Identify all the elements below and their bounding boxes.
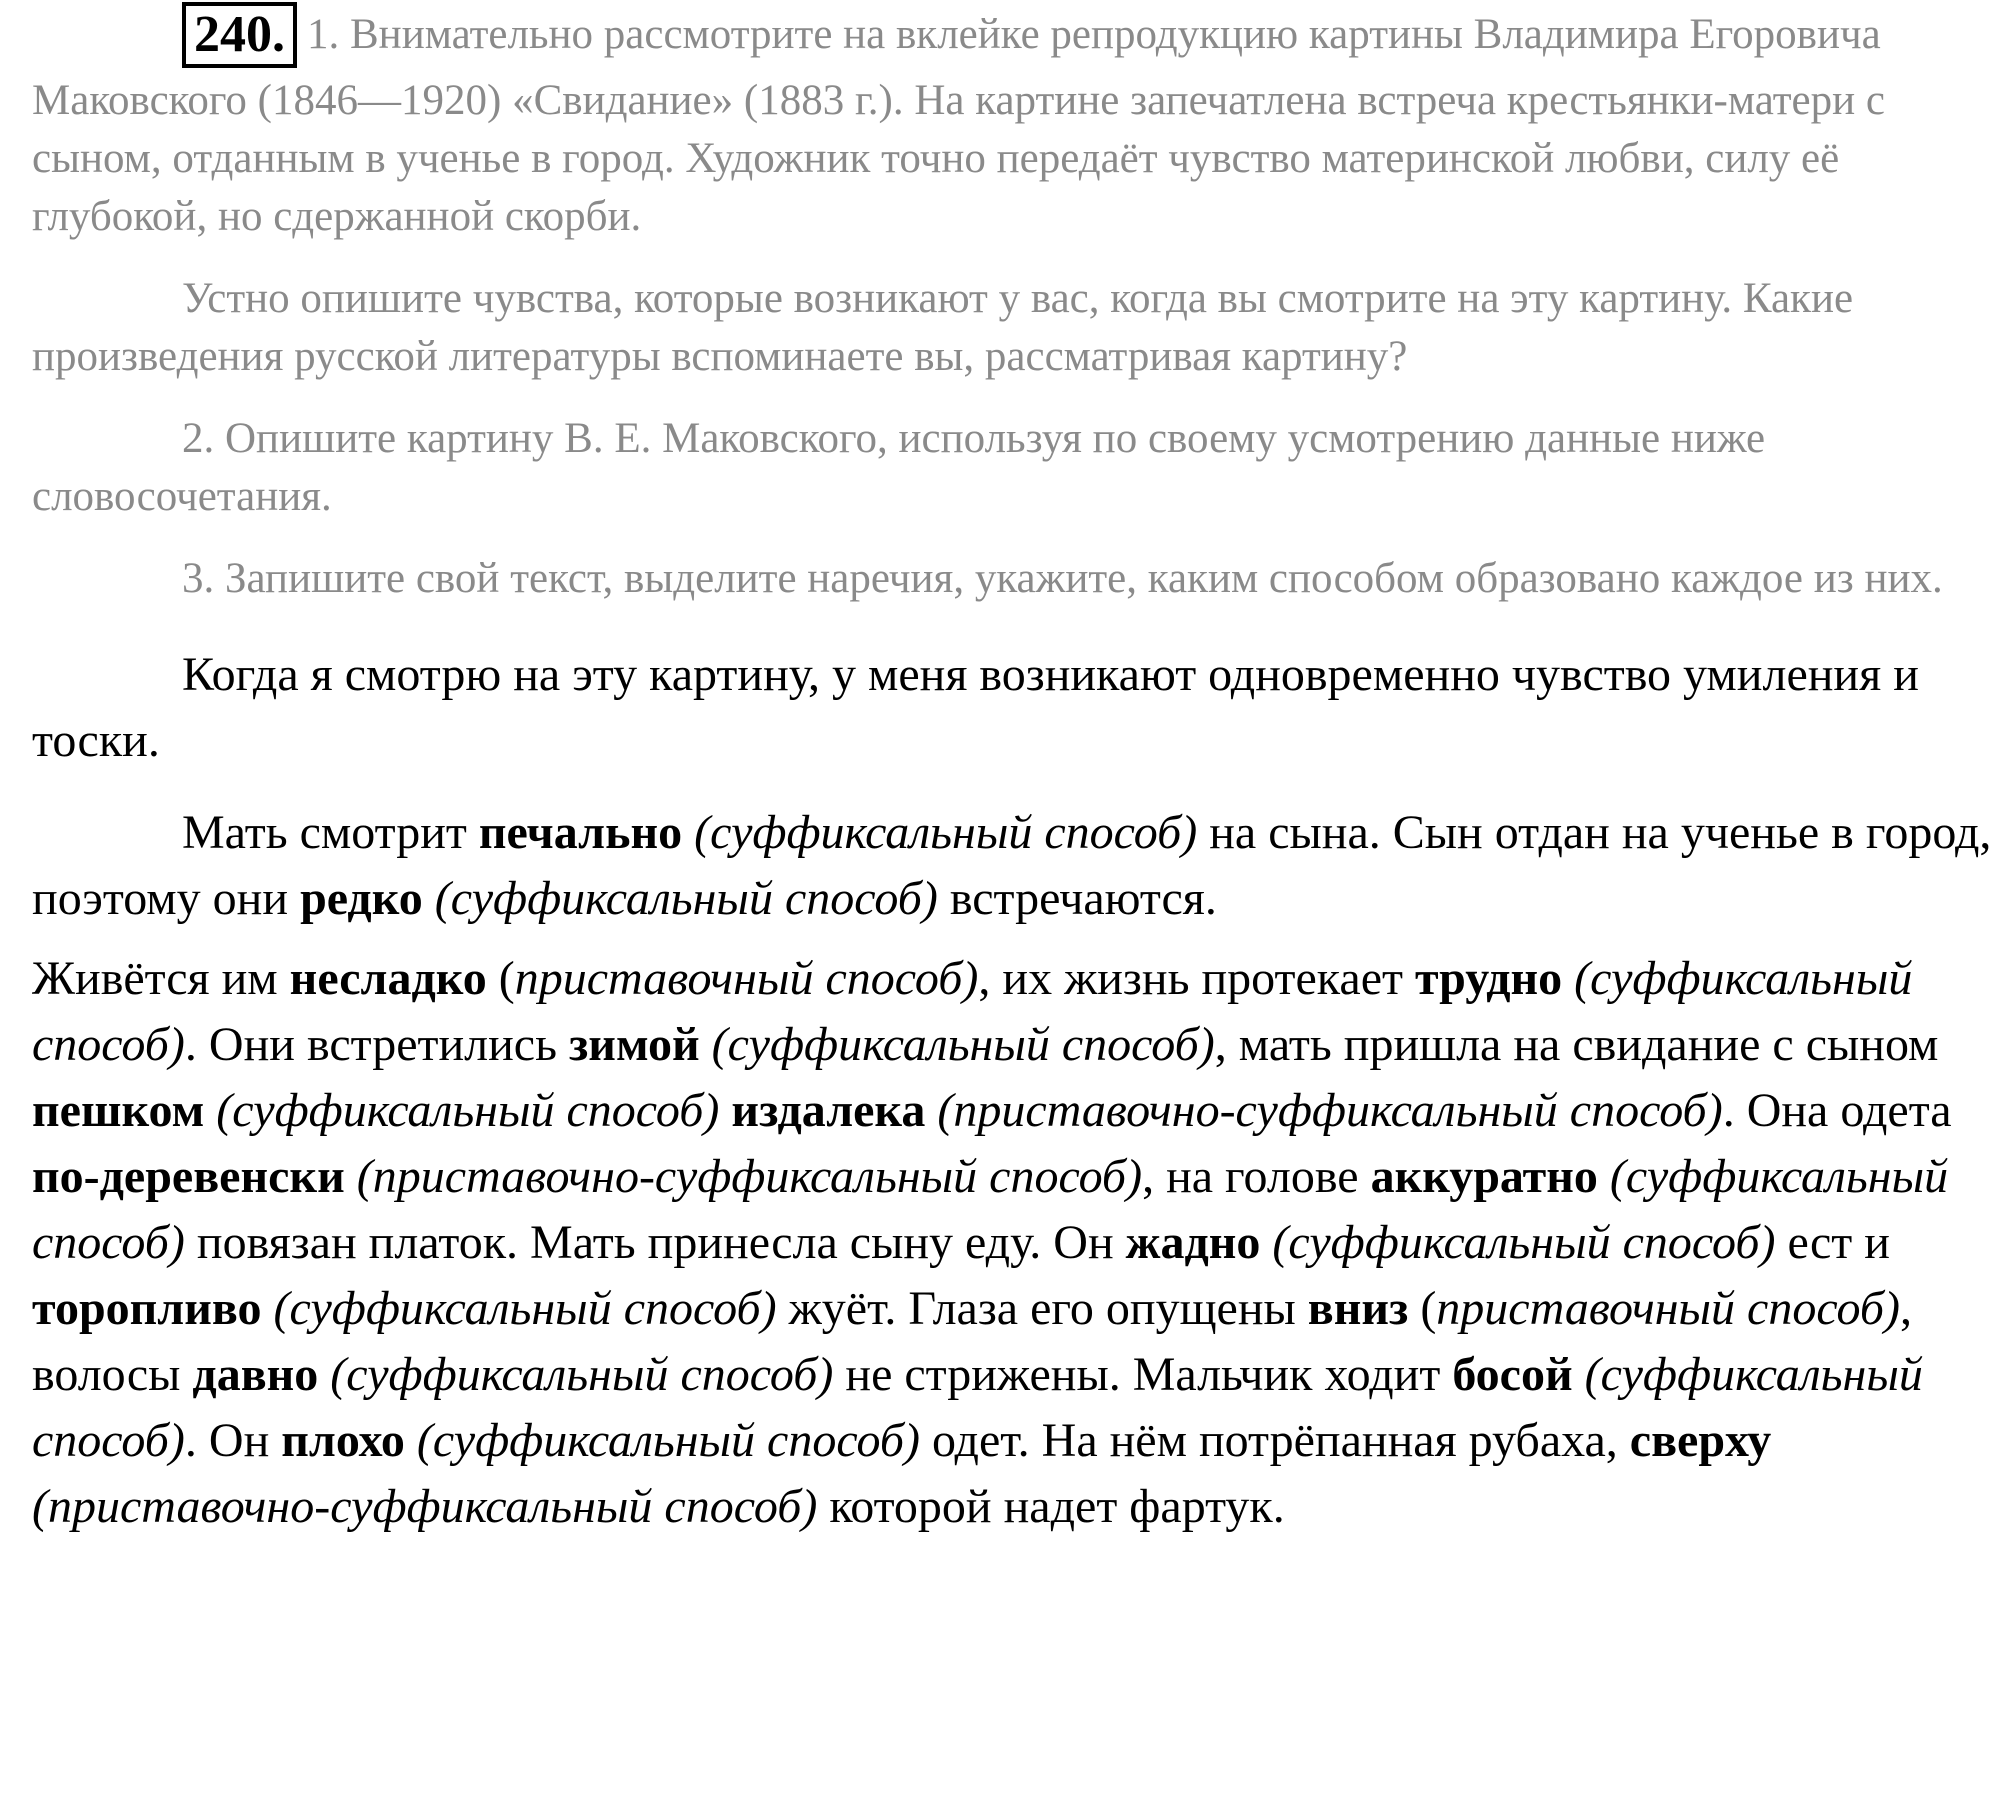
adverb: по-деревенски: [32, 1150, 345, 1203]
task-1-oral-question: Устно опишите чувства, которые возникают у вас, когда вы смотрите на эту картину. Какие произведения русской литературы вспоминаете вы, рассматривая картину?: [32, 275, 1854, 380]
formation-method: (суффиксальный способ): [1272, 1216, 1776, 1269]
text-fragment: , на голове: [1142, 1150, 1371, 1203]
text-fragment: ест и: [1775, 1216, 1890, 1269]
adverb: трудно: [1414, 952, 1563, 1005]
formation-method: приставочный способ): [514, 952, 979, 1005]
adverb: жадно: [1125, 1216, 1261, 1269]
exercise-number: 240.: [182, 2, 297, 68]
formation-method: (суффиксальный способ): [32, 1150, 1949, 1269]
answer-paragraph-continued: Живётся им несладко (приставочный способ), их жизнь протекает трудно (суффиксальный способ). Они встретились зимой (суффиксальный способ), мать пришла на свидание с сыном пешком (суффиксальный способ) издалека (приставочно-суффиксальный способ). Она одета по-деревенски (приставочно-суффиксальный способ), на голове аккуратно (суффиксальный способ) повязан платок. Мать принесла сыну еду. Он жадно (суффиксальный способ) ест и торопливо (суффиксальный способ) жуёт. Глаза его опущены вниз (приставочный способ), волосы давно (суффиксальный способ) не стрижены. Мальчик ходит босой (суффиксальный способ). Он плохо (суффиксальный способ) одет. На нём потрёпанная рубаха, сверху (приставочно-суффиксальный способ) которой надет фартук.: [32, 952, 1952, 1533]
task-2-text: 2. Опишите картину В. Е. Маковского, используя по своему усмотрению данные ниже словосочетания.: [32, 415, 1766, 520]
page: [32, 6, 1992, 1540]
text-fragment: жуёт. Глаза его опущены: [776, 1282, 1308, 1335]
adverb: плохо: [281, 1414, 405, 1467]
text-fragment: повязан платок. Мать принесла сыну еду. Он: [184, 1216, 1126, 1269]
text-fragment: . Они встретились: [184, 1018, 569, 1071]
adverb: торопливо: [32, 1282, 262, 1335]
text-fragment: , волосы: [32, 1282, 1912, 1401]
exercise-task: [32, 6, 1992, 608]
text-fragment: Живётся им: [32, 952, 290, 1005]
text-fragment: на сына. Сын отдан на ученье в город, поэтому они: [32, 806, 1992, 925]
answer-intro: Когда я смотрю на эту картину, у меня возникают одновременно чувство умиления и тоски.: [32, 648, 1919, 767]
text-fragment: Мать смотрит: [182, 806, 479, 859]
formation-method: (суффиксальный способ): [216, 1084, 720, 1137]
formation-method: (суффиксальный способ): [273, 1282, 777, 1335]
adverb: печально: [478, 806, 683, 859]
text-fragment: не стрижены. Мальчик ходит: [833, 1348, 1453, 1401]
text-fragment: , их жизнь протекает: [978, 952, 1415, 1005]
task-3-text: 3. Запишите свой текст, выделите наречия, укажите, каким способом образовано каждое из них.: [182, 555, 1943, 602]
text-fragment: (: [486, 952, 515, 1005]
formation-method: (суффиксальный способ): [416, 1414, 920, 1467]
adverb: пешком: [32, 1084, 205, 1137]
answer-text: [32, 642, 1992, 1540]
formation-method: (суффиксальный способ): [32, 1348, 1923, 1467]
formation-method: (приставочно-суффиксальный способ): [32, 1480, 818, 1533]
adverb: вниз: [1307, 1282, 1409, 1335]
formation-method: (суффиксальный способ): [330, 1348, 834, 1401]
answer-paragraph: [32, 800, 1992, 932]
formation-method: (суффиксальный способ): [32, 952, 1913, 1071]
adverb: сверху: [1629, 1414, 1772, 1467]
adverb: редко: [300, 872, 423, 925]
adverb: издалека: [731, 1084, 926, 1137]
formation-method: (суффиксальный способ): [694, 806, 1198, 859]
adverb: несладко: [289, 952, 487, 1005]
adverb: давно: [192, 1348, 319, 1401]
text-fragment: . Он: [184, 1414, 282, 1467]
formation-method: (приставочно-суффиксальный способ): [937, 1084, 1723, 1137]
task-1-paragraph: [32, 6, 1992, 246]
adverb: аккуратно: [1370, 1150, 1598, 1203]
formation-method: приставочный способ): [1436, 1282, 1900, 1335]
formation-method: (суффиксальный способ): [711, 1018, 1215, 1071]
text-fragment: одет. На нём потрёпанная рубаха,: [919, 1414, 1630, 1467]
formation-method: (приставочно-суффиксальный способ): [356, 1150, 1143, 1203]
text-fragment: которой надет фартук.: [817, 1480, 1285, 1533]
text-fragment: . Она одета: [1722, 1084, 1952, 1137]
task-1-text: 1. Внимательно рассмотрите на вклейке репродукцию картины Владимира Егоровича Маковского (1846—1920) «Свидание» (1883 г.). На картине запечатлена встреча крестьянки-матери с сыном, отданным в ученье в город. Художник точно передаёт чувство материнской любви, силу её глубокой, но сдержанной скорби.: [32, 11, 1885, 240]
text-fragment: , мать пришла на свидание с сыном: [1214, 1018, 1939, 1071]
formation-method: (суффиксальный способ): [434, 872, 938, 925]
adverb: босой: [1452, 1348, 1573, 1401]
text-fragment: встречаются.: [937, 872, 1217, 925]
adverb: зимой: [569, 1018, 700, 1071]
